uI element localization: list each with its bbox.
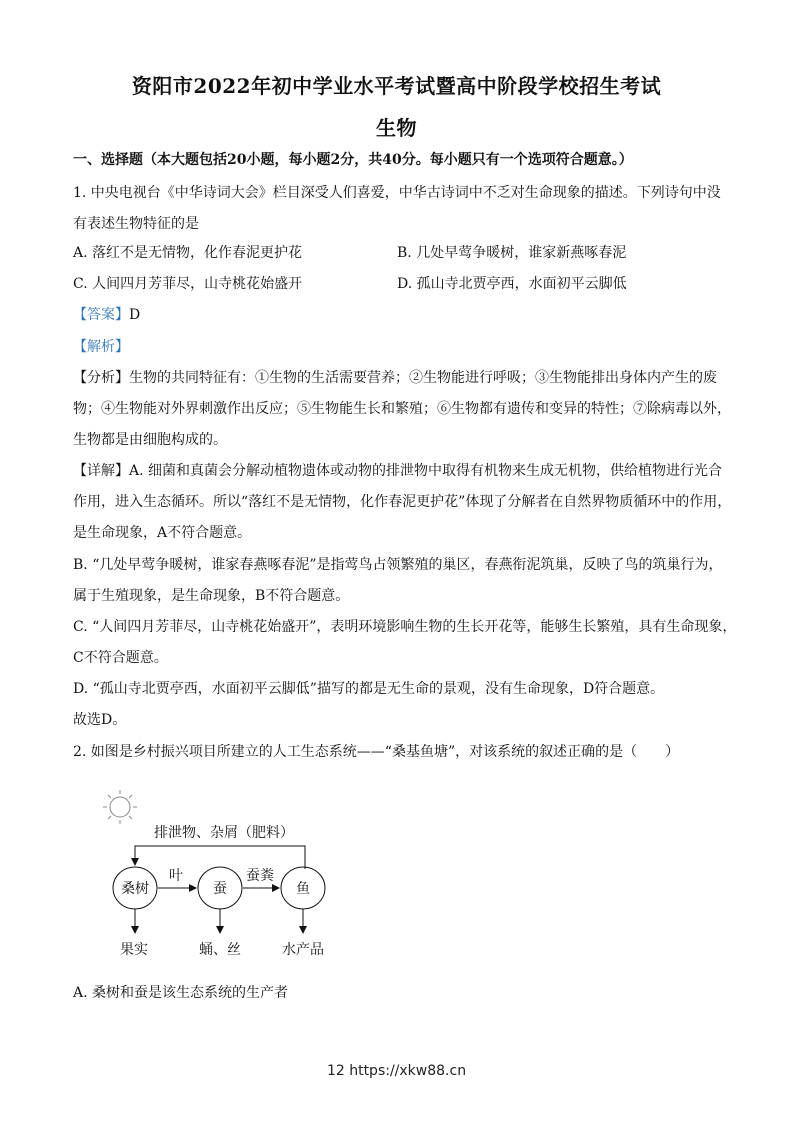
leaf-label: 叶 [169, 868, 183, 884]
answer-value: D [129, 307, 141, 323]
sangji-yutang-diagram [90, 787, 350, 962]
q1-stem-line1: 1. 中央电视台《中华诗词大会》栏目深受人们喜爱，中华古诗词中不乏对生命现象的描述。下列诗句中没 [73, 185, 721, 201]
q1-stem-line2: 有表述生物特征的是 [73, 216, 199, 232]
q1-option-b: B. 几处早莺争暖树，谁家新燕啄春泥 [397, 245, 627, 261]
fertilizer-label: 排泄物、杂屑（肥料） [154, 825, 294, 841]
subject-title: 生物 [376, 116, 417, 140]
q1-answer [73, 305, 140, 325]
q1-option-c: C. 人间四月芳菲尽，山寺桃花始盛开 [73, 276, 303, 292]
xiangjie-c-line2: C不符合题意。 [73, 650, 168, 666]
q2-option-a: A. 桑树和蚕是该生态系统的生产者 [73, 985, 289, 1001]
sun-icon [103, 790, 137, 824]
analysis-tag: 【解析】 [73, 339, 129, 355]
fenxi-line2: 物；④生物能对外界刺激作出反应；⑤生物能生长和繁殖；⑥生物都有遗传和变异的特性；⑦除病毒以外， [73, 401, 731, 417]
xiangjie-a-line2: 作用，进入生态循环。所以“落红不是无情物，化作春泥更护花”体现了分解者在自然界物质循环中的作用， [73, 494, 732, 510]
q2-stem: 2. 如图是乡村振兴项目所建立的人工生态系统——“桑基鱼塘”，对该系统的叙述正确的是（ ） [73, 744, 680, 760]
fruit-label: 果实 [120, 942, 148, 958]
xiangjie-b-line2: 属于生殖现象，是生命现象，B不符合题意。 [73, 588, 350, 604]
xiangjie-b-line1: B. “几处早莺争暖树，谁家春燕啄春泥”是指莺鸟占领繁殖的巢区，春燕衔泥筑巢，反映了鸟的筑巢行为， [73, 557, 723, 573]
xiangjie-c-line1: C. “人间四月芳菲尽，山寺桃花始盛开”，表明环境影响生物的生长开花等，能够生长繁殖，具有生命现象， [73, 619, 737, 635]
q1-option-d: D. 孤山寺北贾亭西，水面初平云脚低 [397, 276, 627, 292]
conclusion: 故选D。 [73, 712, 127, 728]
page-footer: 12 https://xkw88.cn [326, 1063, 467, 1079]
node-silkworm-label: 蚕 [213, 881, 227, 897]
xiangjie-line1: 【详解】A. 细菌和真菌会分解动植物遗体或动物的排泄物中取得有机物来生成无机物，供给植物进行光合 [73, 463, 723, 479]
fenxi-line3: 生物都是由细胞构成的。 [73, 432, 227, 448]
fenxi-tag: 【分析】 [73, 370, 129, 386]
xiangjie-a-line3: 是生命现象，A不符合题意。 [73, 525, 252, 541]
answer-tag: 【答案】 [73, 307, 129, 323]
node-mulberry-label: 桑树 [121, 881, 149, 897]
aquatic-products-label: 水产品 [282, 942, 324, 958]
fenxi-line1: 【分析】生物的共同特征有：①生物的生活需要营养；②生物能进行呼吸；③生物能排出身体内产生的废 [73, 370, 717, 386]
xiangjie-tag: 【详解】 [73, 463, 129, 479]
silkworm-dung-label: 蚕粪 [246, 868, 274, 884]
section-header: 一、选择题（本大题包括20小题，每小题2分，共40分。每小题只有一个选项符合题意。） [73, 152, 633, 168]
exam-title: 资阳市2022年初中学业水平考试暨高中阶段学校招生考试 [131, 74, 662, 98]
q1-option-a: A. 落红不是无情物，化作春泥更护花 [73, 245, 303, 261]
fertilizer-arrow [135, 846, 305, 869]
xiangjie-d-line1: D. “孤山寺北贾亭西，水面初平云脚低”描写的都是无生命的景观，没有生命现象，D符合题意。 [73, 681, 665, 697]
node-fish-label: 鱼 [296, 881, 310, 897]
pupa-silk-label: 蛹、丝 [199, 942, 241, 958]
